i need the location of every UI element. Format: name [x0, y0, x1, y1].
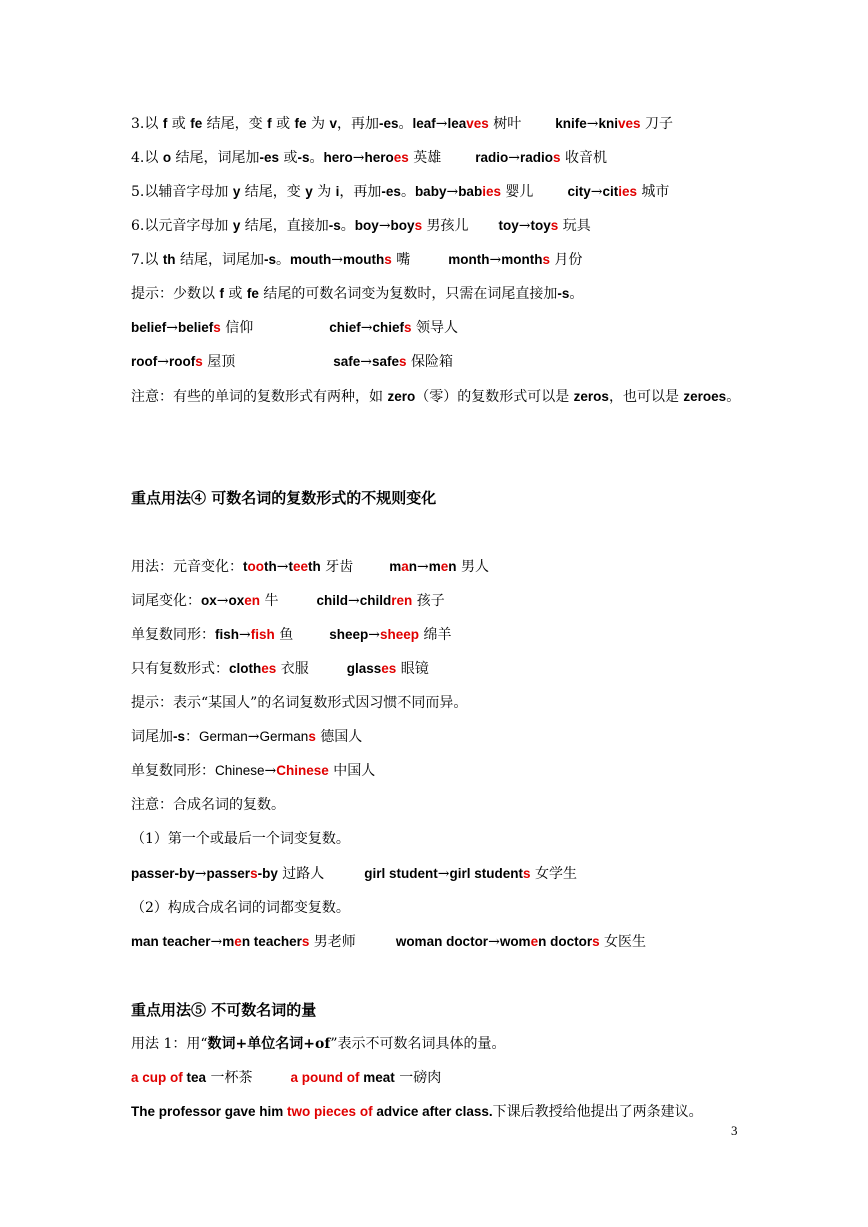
text-run: s [399, 354, 407, 369]
text-run: ，也可以是 [608, 389, 684, 405]
text-run: 婴儿 [500, 184, 534, 200]
text-run: v [329, 116, 337, 131]
text-run: y [232, 184, 241, 199]
text-run: boy [354, 218, 379, 233]
text-run: s [250, 866, 258, 881]
text-line [131, 115, 673, 133]
text-run: wom [499, 934, 531, 949]
text-run: fe [190, 116, 203, 131]
text-run: 7.以 [131, 252, 163, 268]
text-run: German [259, 729, 309, 744]
text-run: -s [264, 252, 277, 267]
text-run: 过路人 [277, 866, 325, 882]
text-run: Chinese [215, 763, 265, 778]
text-run: → [446, 184, 459, 200]
text-run: -es [259, 150, 280, 165]
text-line [131, 796, 285, 814]
text-run: → [590, 184, 603, 200]
text-run: 英雄 [408, 150, 442, 166]
text-run: 玩具 [558, 218, 591, 234]
text-run: s [550, 218, 559, 233]
text-line [131, 865, 577, 883]
text-line [131, 1103, 703, 1121]
text-run: 为 [312, 184, 336, 200]
text-run: glass [346, 661, 382, 676]
text-run: passer [206, 866, 251, 881]
text-run: girl student [364, 866, 438, 881]
text-run: 单复数同形： [131, 763, 215, 779]
text-run: 提示：表示“某国人”的名词复数形式因习惯不同而异。 [131, 695, 468, 711]
text-run: s [523, 866, 531, 881]
text-run: s [301, 934, 310, 949]
text-run: 牛 [260, 593, 279, 609]
text-run: 4.以 [131, 150, 163, 166]
text-run: knife [555, 116, 587, 131]
text-run: 刀子 [640, 116, 674, 132]
text-run: → [378, 218, 391, 234]
text-run: en [244, 593, 261, 608]
text-run: → [276, 559, 289, 575]
text-run: e [440, 559, 449, 574]
text-run: toy [530, 218, 551, 233]
text-run: meat [359, 1070, 395, 1085]
text-run: i [335, 184, 340, 199]
text-run: 领导人 [411, 320, 458, 336]
text-line [131, 217, 591, 235]
text-line [131, 558, 489, 576]
text-run: s [592, 934, 600, 949]
text-run: 衣服 [276, 661, 309, 677]
text-run: f [162, 116, 168, 131]
text-run: oo [247, 559, 264, 574]
text-run: → [216, 593, 229, 609]
text-run: m [222, 934, 235, 949]
text-run: → [247, 729, 260, 745]
text-run: n [408, 559, 417, 574]
text-run: baby [414, 184, 447, 199]
text-run: ies [618, 184, 637, 199]
text-run: es [261, 661, 277, 676]
text-run: chief [329, 320, 361, 335]
text-run: German [199, 729, 248, 744]
text-run: 。 [276, 252, 291, 268]
text-run: s [553, 150, 561, 165]
text-run: sheep [379, 627, 420, 642]
text-line [131, 353, 453, 371]
text-line [131, 660, 429, 678]
text-run: 月份 [549, 252, 583, 268]
text-run: （2）构成合成名词的词都变复数。 [131, 900, 350, 916]
text-run: safe [371, 354, 399, 369]
text-run: 结尾，直接加 [240, 218, 329, 234]
text-run: toy [498, 218, 519, 233]
text-run: → [586, 116, 599, 132]
text-run: → [331, 252, 344, 268]
text-run: → [239, 627, 251, 643]
text-run: safe [333, 354, 361, 369]
text-run: t [243, 559, 248, 574]
text-run: month [501, 252, 543, 267]
text-run: 。 [400, 184, 415, 200]
text-line [131, 899, 350, 917]
text-run: → [360, 354, 372, 370]
text-line [131, 489, 436, 508]
text-run: child [359, 593, 392, 608]
text-run: → [210, 934, 223, 950]
text-line [131, 251, 582, 269]
text-run: ies [482, 184, 501, 199]
text-run: fish [250, 627, 275, 642]
text-run: th [264, 559, 277, 574]
text-run: s [195, 354, 203, 369]
text-line [131, 694, 467, 712]
text-run: m [389, 559, 402, 574]
text-run: man teacher [131, 934, 211, 949]
text-run: 词尾加 [131, 729, 173, 745]
text-run: 注意：有些的单词的复数形式有两种，如 [131, 389, 388, 405]
text-run: s [213, 320, 221, 335]
text-run: kni [598, 116, 619, 131]
text-run: → [437, 866, 450, 882]
text-run: 词尾变化： [131, 593, 201, 609]
text-run: 结尾，词尾加 [175, 252, 265, 268]
text-run: 注意：合成名词的复数。 [131, 797, 285, 813]
text-run: 眼镜 [396, 661, 429, 677]
text-run: 或 [279, 150, 298, 166]
text-run: 鱼 [274, 627, 294, 643]
text-run: belief [131, 320, 167, 335]
text-run: e [530, 934, 539, 949]
text-run: cit [602, 184, 619, 199]
text-run: a pound of [290, 1070, 360, 1085]
text-run: 用法：元音变化： [131, 559, 243, 575]
text-run: girl student [449, 866, 524, 881]
text-run: ”表示不可数名词具体的量。 [330, 1036, 506, 1052]
text-run: e [234, 934, 242, 949]
text-run: zeros [573, 389, 609, 404]
text-run: Chinese [276, 763, 329, 778]
text-line [131, 1069, 441, 1087]
text-run: 绵羊 [419, 627, 452, 643]
text-run: es [381, 661, 397, 676]
text-line [131, 183, 669, 201]
text-run: -by [257, 866, 278, 881]
text-run: 提示：少数以 [131, 286, 220, 302]
text-line [131, 592, 445, 610]
text-run: → [508, 150, 520, 166]
text-run: （1）第一个或最后一个词变复数。 [131, 831, 350, 847]
text-run: roof [168, 354, 196, 369]
text-run: 重点用法⑤ 不可数名词的量 [131, 1001, 317, 1019]
text-run: 信仰 [220, 320, 254, 336]
text-run: 男人 [456, 559, 489, 575]
text-line [131, 762, 375, 780]
text-run: 或 [167, 116, 191, 132]
text-run: advice after class. [372, 1104, 493, 1119]
text-run: 树叶 [488, 116, 522, 132]
text-run: s [542, 252, 550, 267]
text-run: ，再加 [336, 116, 379, 132]
text-run: radio [520, 150, 554, 165]
text-run: ，再加 [339, 184, 382, 200]
text-line [131, 933, 646, 951]
text-run: tea [182, 1070, 207, 1085]
text-run: （零）的复数形式可以是 [415, 389, 574, 405]
text-run: boy [390, 218, 415, 233]
text-run: cloth [229, 661, 262, 676]
text-run: 下课后教授给他提出了两条建议。 [492, 1104, 703, 1120]
text-line [131, 285, 583, 303]
text-line [131, 1001, 316, 1020]
text-run: child [316, 593, 348, 608]
text-run: woman doctor [395, 934, 489, 949]
text-run: ves [618, 116, 641, 131]
text-run: -es [381, 184, 401, 199]
text-line [131, 830, 350, 848]
text-run: 男孩儿 [422, 218, 469, 234]
text-run: s [308, 729, 316, 744]
text-run: → [488, 934, 500, 950]
text-line [131, 1035, 506, 1053]
text-run: → [352, 150, 365, 166]
text-line [131, 149, 607, 167]
text-run: th [308, 559, 321, 574]
text-run: 女学生 [530, 866, 577, 882]
text-run: 收音机 [560, 150, 607, 166]
text-run: 。 [309, 150, 324, 166]
text-run: ox [228, 593, 245, 608]
text-run: -es [378, 116, 399, 131]
text-run: -s [557, 286, 570, 301]
text-run: s [404, 320, 412, 335]
text-line [131, 388, 740, 406]
text-run: 6.以元音字母加 [131, 218, 233, 234]
text-run: bab [458, 184, 483, 199]
text-run: ves [466, 116, 489, 131]
text-run: → [360, 320, 373, 336]
text-run: ee [292, 559, 309, 574]
text-run: 。 [726, 389, 741, 405]
page-number: 3 [731, 1123, 738, 1138]
text-run: 3.以 [131, 116, 163, 132]
text-run: → [489, 252, 502, 268]
text-run: 中国人 [328, 763, 376, 779]
text-run: radio [475, 150, 509, 165]
text-run: 只有复数形式： [131, 661, 229, 677]
text-run: -s [297, 150, 310, 165]
text-run: → [435, 116, 448, 132]
text-run: zero [387, 389, 416, 404]
text-run: 结尾，变 [240, 184, 306, 200]
text-run: ： [185, 729, 200, 745]
text-run: 女医生 [599, 934, 647, 950]
text-run: 。 [340, 218, 355, 234]
text-run: f [267, 116, 272, 131]
text-run: → [166, 320, 178, 336]
text-run: hero [364, 150, 394, 165]
text-line [131, 728, 362, 746]
text-run: 保险箱 [406, 354, 453, 370]
text-run: 城市 [636, 184, 670, 200]
text-run: ren [391, 593, 413, 608]
text-run: → [157, 354, 169, 370]
text-run: n doctor [538, 934, 593, 949]
text-run: fe [294, 116, 307, 131]
text-run: m [428, 559, 441, 574]
text-run: f [219, 286, 224, 301]
text-run: sheep [329, 627, 369, 642]
text-line [131, 319, 458, 337]
text-run: 为 [306, 116, 330, 132]
text-run: -s [173, 729, 186, 744]
text-run: 。 [398, 116, 413, 132]
text-run: a cup of [131, 1070, 183, 1085]
text-run: 结尾，词尾加 [171, 150, 260, 166]
text-line [131, 626, 451, 644]
text-run: 屋顶 [202, 354, 236, 370]
text-run: y [232, 218, 241, 233]
text-run: → [417, 559, 429, 575]
text-run: 单复数同形： [131, 627, 215, 643]
text-run: o [162, 150, 172, 165]
text-run: → [348, 593, 360, 609]
text-run: mouth [343, 252, 385, 267]
text-run: 5.以辅音字母加 [131, 184, 233, 200]
text-run: 孩子 [412, 593, 445, 609]
text-run: → [264, 763, 277, 779]
text-run: leaf [412, 116, 436, 131]
text-run: 结尾，变 [202, 116, 268, 132]
text-run: y [305, 184, 313, 199]
text-run: 或 [223, 286, 247, 302]
text-run: fish [215, 627, 240, 642]
text-run: n [448, 559, 457, 574]
text-run: ox [201, 593, 217, 608]
text-run: → [368, 627, 380, 643]
text-run: t [288, 559, 293, 574]
text-run: 男老师 [309, 934, 356, 950]
text-run: roof [131, 354, 158, 369]
text-run: hero [323, 150, 353, 165]
text-run: s [414, 218, 423, 233]
text-run: th [162, 252, 176, 267]
text-run: passer-by [131, 866, 195, 881]
text-run: chief [372, 320, 404, 335]
text-run: month [448, 252, 490, 267]
text-run: 一杯茶 [206, 1070, 253, 1086]
text-run: → [194, 866, 207, 882]
text-run: 数词+单位名词+of [207, 1036, 331, 1052]
text-run: -s [328, 218, 341, 233]
text-run: n teacher [241, 934, 302, 949]
text-run: belief [178, 320, 214, 335]
text-run: 重点用法④ 可数名词的复数形式的不规则变化 [131, 489, 437, 507]
text-run: 一磅肉 [394, 1070, 442, 1086]
text-run: The professor gave him [131, 1104, 288, 1119]
text-run: 德国人 [315, 729, 363, 745]
text-run: es [393, 150, 409, 165]
text-run: 或 [271, 116, 295, 132]
text-run: two pieces of [287, 1104, 373, 1119]
text-run: 结尾的可数名词变为复数时，只需在词尾直接加 [258, 286, 558, 302]
text-run: fe [246, 286, 259, 301]
text-run: a [401, 559, 409, 574]
text-run: → [518, 218, 531, 234]
text-run: 用法 1：用“ [131, 1036, 208, 1052]
text-run: lea [447, 116, 467, 131]
text-run: city [567, 184, 591, 199]
text-run: 嘴 [391, 252, 411, 268]
text-run: mouth [290, 252, 332, 267]
text-run: 牙齿 [320, 559, 354, 575]
text-run: s [384, 252, 392, 267]
text-run: 。 [569, 286, 584, 302]
text-run: zeroes [683, 389, 727, 404]
